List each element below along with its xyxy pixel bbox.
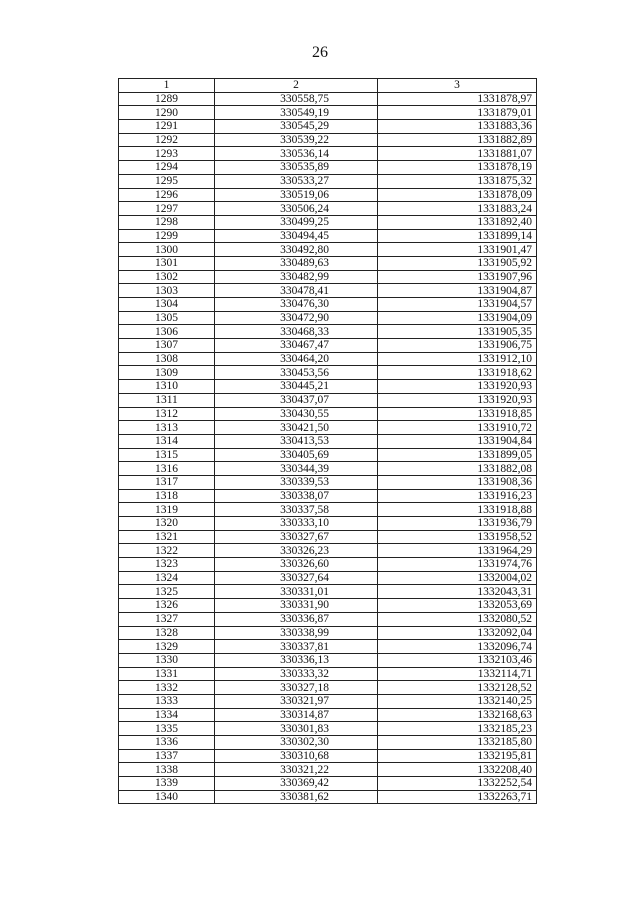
coordinates-table — [118, 78, 537, 804]
y-coordinate-cell: 1332168,63 — [378, 708, 537, 722]
point-number-cell: 1326 — [119, 599, 215, 613]
x-coordinate-cell: 330333,10 — [215, 517, 378, 531]
table-row — [119, 352, 537, 366]
table-row — [119, 585, 537, 599]
x-coordinate-cell: 330381,62 — [215, 790, 378, 804]
point-number-cell: 1310 — [119, 380, 215, 394]
table-row — [119, 229, 537, 243]
point-number-cell: 1316 — [119, 462, 215, 476]
table-row — [119, 489, 537, 503]
table-row — [119, 393, 537, 407]
point-number-cell: 1305 — [119, 311, 215, 325]
y-coordinate-cell: 1332096,74 — [378, 640, 537, 654]
y-coordinate-cell: 1332140,25 — [378, 694, 537, 708]
y-coordinate-cell: 1332114,71 — [378, 667, 537, 681]
table-row — [119, 311, 537, 325]
x-coordinate-cell: 330489,63 — [215, 256, 378, 270]
y-coordinate-cell: 1331881,07 — [378, 147, 537, 161]
y-coordinate-cell: 1331904,09 — [378, 311, 537, 325]
x-coordinate-cell: 330437,07 — [215, 393, 378, 407]
x-coordinate-cell: 330326,23 — [215, 544, 378, 558]
point-number-cell: 1338 — [119, 763, 215, 777]
table-row — [119, 161, 537, 175]
point-number-cell: 1319 — [119, 503, 215, 517]
x-coordinate-cell: 330327,67 — [215, 530, 378, 544]
x-coordinate-cell: 330336,13 — [215, 653, 378, 667]
point-number-cell: 1320 — [119, 517, 215, 531]
x-coordinate-cell: 330499,25 — [215, 215, 378, 229]
table-row — [119, 188, 537, 202]
point-number-cell: 1311 — [119, 393, 215, 407]
y-coordinate-cell: 1331879,01 — [378, 106, 537, 120]
x-coordinate-cell: 330338,07 — [215, 489, 378, 503]
y-coordinate-cell: 1331904,84 — [378, 434, 537, 448]
point-number-cell: 1304 — [119, 298, 215, 312]
y-coordinate-cell: 1331908,36 — [378, 475, 537, 489]
y-coordinate-cell: 1331974,76 — [378, 558, 537, 572]
x-coordinate-cell: 330339,53 — [215, 475, 378, 489]
x-coordinate-cell: 330492,80 — [215, 243, 378, 257]
point-number-cell: 1294 — [119, 161, 215, 175]
x-coordinate-cell: 330413,53 — [215, 434, 378, 448]
y-coordinate-cell: 1331916,23 — [378, 489, 537, 503]
y-coordinate-cell: 1331904,87 — [378, 284, 537, 298]
x-coordinate-cell: 330327,64 — [215, 571, 378, 585]
x-coordinate-cell: 330421,50 — [215, 421, 378, 435]
x-coordinate-cell: 330338,99 — [215, 626, 378, 640]
page-number: 26 — [312, 44, 328, 61]
point-number-cell: 1331 — [119, 667, 215, 681]
table-header-row — [119, 79, 537, 93]
table-row — [119, 380, 537, 394]
point-number-cell: 1340 — [119, 790, 215, 804]
y-coordinate-cell: 1331904,57 — [378, 298, 537, 312]
y-coordinate-cell: 1331875,32 — [378, 174, 537, 188]
point-number-cell: 1292 — [119, 133, 215, 147]
point-number-cell: 1318 — [119, 489, 215, 503]
point-number-cell: 1303 — [119, 284, 215, 298]
x-coordinate-cell: 330369,42 — [215, 777, 378, 791]
x-coordinate-cell: 330337,58 — [215, 503, 378, 517]
x-coordinate-cell: 330464,20 — [215, 352, 378, 366]
point-number-cell: 1313 — [119, 421, 215, 435]
point-number-cell: 1301 — [119, 256, 215, 270]
x-coordinate-cell: 330327,18 — [215, 681, 378, 695]
table-row — [119, 298, 537, 312]
y-coordinate-cell: 1331964,29 — [378, 544, 537, 558]
x-coordinate-cell: 330494,45 — [215, 229, 378, 243]
table-row — [119, 517, 537, 531]
x-coordinate-cell: 330430,55 — [215, 407, 378, 421]
table-row — [119, 612, 537, 626]
table-row — [119, 407, 537, 421]
table-row — [119, 92, 537, 106]
y-coordinate-cell: 1332043,31 — [378, 585, 537, 599]
y-coordinate-cell: 1331899,05 — [378, 448, 537, 462]
y-coordinate-cell: 1331882,89 — [378, 133, 537, 147]
x-coordinate-cell: 330331,90 — [215, 599, 378, 613]
point-number-cell: 1298 — [119, 215, 215, 229]
x-coordinate-cell: 330321,22 — [215, 763, 378, 777]
y-coordinate-cell: 1331918,62 — [378, 366, 537, 380]
y-coordinate-cell: 1331910,72 — [378, 421, 537, 435]
point-number-cell: 1335 — [119, 722, 215, 736]
point-number-cell: 1323 — [119, 558, 215, 572]
y-coordinate-cell: 1332053,69 — [378, 599, 537, 613]
table-row — [119, 270, 537, 284]
x-coordinate-cell: 330533,27 — [215, 174, 378, 188]
table-row — [119, 133, 537, 147]
x-coordinate-cell: 330310,68 — [215, 749, 378, 763]
x-coordinate-cell: 330405,69 — [215, 448, 378, 462]
point-number-cell: 1332 — [119, 681, 215, 695]
y-coordinate-cell: 1331958,52 — [378, 530, 537, 544]
point-number-cell: 1328 — [119, 626, 215, 640]
point-number-cell: 1295 — [119, 174, 215, 188]
point-number-cell: 1302 — [119, 270, 215, 284]
table-row — [119, 434, 537, 448]
x-coordinate-cell: 330482,99 — [215, 270, 378, 284]
x-coordinate-cell: 330331,01 — [215, 585, 378, 599]
table-row — [119, 667, 537, 681]
y-coordinate-cell: 1332195,81 — [378, 749, 537, 763]
point-number-cell: 1297 — [119, 202, 215, 216]
y-coordinate-cell: 1331878,19 — [378, 161, 537, 175]
y-coordinate-cell: 1331920,93 — [378, 380, 537, 394]
y-coordinate-cell: 1332128,52 — [378, 681, 537, 695]
table-row — [119, 722, 537, 736]
table-row — [119, 448, 537, 462]
point-number-cell: 1308 — [119, 352, 215, 366]
table-body — [119, 92, 537, 804]
table-row — [119, 366, 537, 380]
point-number-cell: 1307 — [119, 339, 215, 353]
point-number-cell: 1336 — [119, 736, 215, 750]
table-row — [119, 653, 537, 667]
point-number-cell: 1289 — [119, 92, 215, 106]
table-row — [119, 202, 537, 216]
point-number-cell: 1300 — [119, 243, 215, 257]
y-coordinate-cell: 1331878,97 — [378, 92, 537, 106]
y-coordinate-cell: 1331882,08 — [378, 462, 537, 476]
x-coordinate-cell: 330472,90 — [215, 311, 378, 325]
x-coordinate-cell: 330549,19 — [215, 106, 378, 120]
table-row — [119, 215, 537, 229]
x-coordinate-cell: 330539,22 — [215, 133, 378, 147]
y-coordinate-cell: 1331905,35 — [378, 325, 537, 339]
table-row — [119, 421, 537, 435]
x-coordinate-cell: 330476,30 — [215, 298, 378, 312]
point-number-cell: 1325 — [119, 585, 215, 599]
y-coordinate-cell: 1332208,40 — [378, 763, 537, 777]
point-number-cell: 1329 — [119, 640, 215, 654]
table-row — [119, 503, 537, 517]
y-coordinate-cell: 1331936,79 — [378, 517, 537, 531]
point-number-cell: 1333 — [119, 694, 215, 708]
point-number-cell: 1293 — [119, 147, 215, 161]
x-coordinate-cell: 330478,41 — [215, 284, 378, 298]
table-row — [119, 736, 537, 750]
x-coordinate-cell: 330519,06 — [215, 188, 378, 202]
point-number-cell: 1334 — [119, 708, 215, 722]
point-number-cell: 1291 — [119, 120, 215, 134]
x-coordinate-cell: 330536,14 — [215, 147, 378, 161]
table-row — [119, 243, 537, 257]
point-number-cell: 1321 — [119, 530, 215, 544]
x-coordinate-cell: 330468,33 — [215, 325, 378, 339]
point-number-cell: 1330 — [119, 653, 215, 667]
x-coordinate-cell: 330321,97 — [215, 694, 378, 708]
table-row — [119, 339, 537, 353]
column-header-3: 3 — [378, 79, 537, 93]
column-header-2: 2 — [215, 79, 378, 93]
point-number-cell: 1337 — [119, 749, 215, 763]
point-number-cell: 1312 — [119, 407, 215, 421]
table-row — [119, 681, 537, 695]
table-row — [119, 174, 537, 188]
x-coordinate-cell: 330314,87 — [215, 708, 378, 722]
y-coordinate-cell: 1331907,96 — [378, 270, 537, 284]
y-coordinate-cell: 1332185,23 — [378, 722, 537, 736]
y-coordinate-cell: 1331883,24 — [378, 202, 537, 216]
table-row — [119, 749, 537, 763]
x-coordinate-cell: 330326,60 — [215, 558, 378, 572]
x-coordinate-cell: 330333,32 — [215, 667, 378, 681]
table-row — [119, 284, 537, 298]
y-coordinate-cell: 1332092,04 — [378, 626, 537, 640]
table-row — [119, 599, 537, 613]
point-number-cell: 1315 — [119, 448, 215, 462]
x-coordinate-cell: 330344,39 — [215, 462, 378, 476]
point-number-cell: 1339 — [119, 777, 215, 791]
column-header-1: 1 — [119, 79, 215, 93]
point-number-cell: 1306 — [119, 325, 215, 339]
point-number-cell: 1324 — [119, 571, 215, 585]
table-row — [119, 790, 537, 804]
y-coordinate-cell: 1331920,93 — [378, 393, 537, 407]
y-coordinate-cell: 1331918,88 — [378, 503, 537, 517]
y-coordinate-cell: 1331905,92 — [378, 256, 537, 270]
point-number-cell: 1322 — [119, 544, 215, 558]
table-row — [119, 544, 537, 558]
x-coordinate-cell: 330453,56 — [215, 366, 378, 380]
table-row — [119, 571, 537, 585]
y-coordinate-cell: 1332080,52 — [378, 612, 537, 626]
point-number-cell: 1296 — [119, 188, 215, 202]
point-number-cell: 1314 — [119, 434, 215, 448]
y-coordinate-cell: 1331883,36 — [378, 120, 537, 134]
point-number-cell: 1327 — [119, 612, 215, 626]
y-coordinate-cell: 1331912,10 — [378, 352, 537, 366]
table-row — [119, 708, 537, 722]
y-coordinate-cell: 1331899,14 — [378, 229, 537, 243]
point-number-cell: 1290 — [119, 106, 215, 120]
y-coordinate-cell: 1332252,54 — [378, 777, 537, 791]
point-number-cell: 1309 — [119, 366, 215, 380]
table-row — [119, 462, 537, 476]
x-coordinate-cell: 330302,30 — [215, 736, 378, 750]
x-coordinate-cell: 330467,47 — [215, 339, 378, 353]
table-row — [119, 694, 537, 708]
table-row — [119, 325, 537, 339]
x-coordinate-cell: 330337,81 — [215, 640, 378, 654]
table-row — [119, 120, 537, 134]
x-coordinate-cell: 330545,29 — [215, 120, 378, 134]
table-row — [119, 475, 537, 489]
table-row — [119, 530, 537, 544]
table-row — [119, 777, 537, 791]
x-coordinate-cell: 330445,21 — [215, 380, 378, 394]
y-coordinate-cell: 1332004,02 — [378, 571, 537, 585]
y-coordinate-cell: 1332263,71 — [378, 790, 537, 804]
y-coordinate-cell: 1331918,85 — [378, 407, 537, 421]
x-coordinate-cell: 330506,24 — [215, 202, 378, 216]
x-coordinate-cell: 330301,83 — [215, 722, 378, 736]
x-coordinate-cell: 330535,89 — [215, 161, 378, 175]
table-row — [119, 147, 537, 161]
point-number-cell: 1317 — [119, 475, 215, 489]
x-coordinate-cell: 330558,75 — [215, 92, 378, 106]
y-coordinate-cell: 1331878,09 — [378, 188, 537, 202]
y-coordinate-cell: 1332185,80 — [378, 736, 537, 750]
table-row — [119, 256, 537, 270]
y-coordinate-cell: 1331892,40 — [378, 215, 537, 229]
point-number-cell: 1299 — [119, 229, 215, 243]
table-row — [119, 763, 537, 777]
y-coordinate-cell: 1331906,75 — [378, 339, 537, 353]
x-coordinate-cell: 330336,87 — [215, 612, 378, 626]
y-coordinate-cell: 1332103,46 — [378, 653, 537, 667]
table-row — [119, 626, 537, 640]
table-row — [119, 640, 537, 654]
table-row — [119, 106, 537, 120]
table-row — [119, 558, 537, 572]
y-coordinate-cell: 1331901,47 — [378, 243, 537, 257]
